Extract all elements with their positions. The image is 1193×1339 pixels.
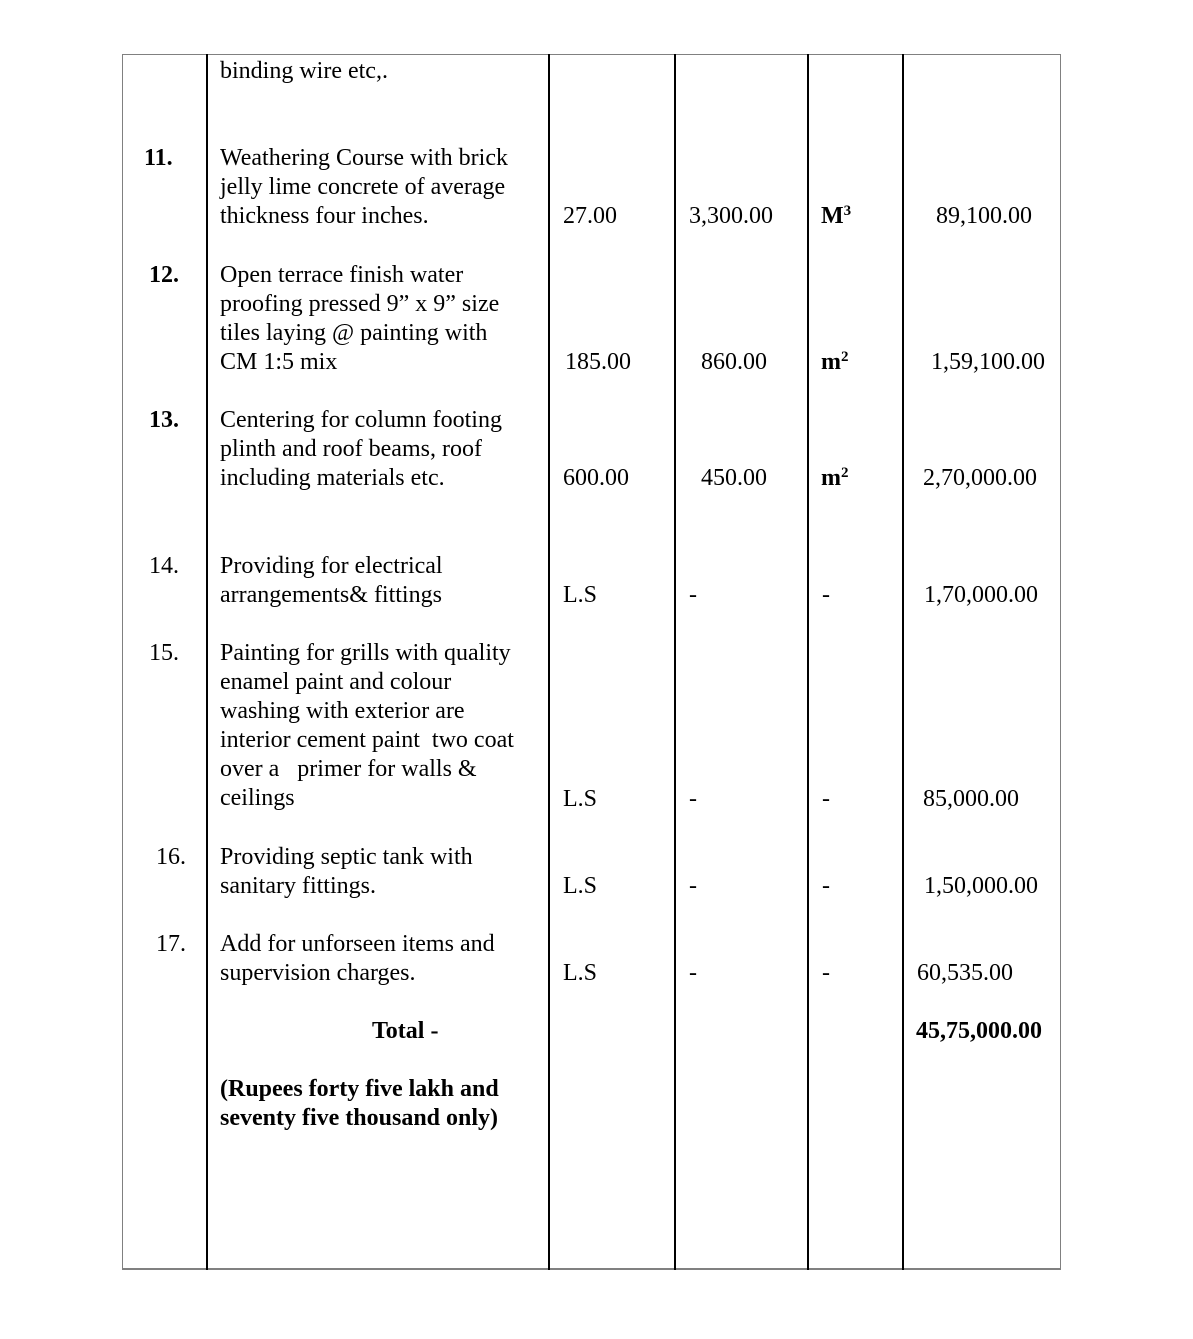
words-line: seventy five thousand only) [220, 1105, 499, 1131]
item-quantity: 600.00 [563, 465, 629, 491]
item-amount: 85,000.00 [923, 786, 1019, 812]
item-quantity: 185.00 [565, 349, 631, 375]
item-rate: 450.00 [701, 465, 767, 491]
total-label: Total - [372, 1018, 439, 1044]
words-line: (Rupees forty five lakh and [220, 1076, 499, 1102]
item-number: 15. [149, 640, 179, 666]
item-amount: 1,70,000.00 [924, 582, 1038, 608]
desc-line: tiles laying @ painting with [220, 320, 488, 346]
desc-line: Add for unforseen items and [220, 931, 495, 957]
desc-line: ceilings [220, 785, 295, 811]
item-quantity: L.S [563, 786, 598, 812]
desc-line: sanitary fittings. [220, 873, 376, 899]
item-rate: 3,300.00 [689, 203, 773, 229]
item-description [220, 406, 502, 493]
item-amount: 1,59,100.00 [931, 349, 1045, 375]
unit-base: m [821, 465, 841, 491]
item-quantity: 27.00 [563, 203, 617, 229]
desc-line: Weathering Course with brick [220, 145, 508, 171]
item-quantity: L.S [563, 960, 598, 986]
desc-line: Providing septic tank with [220, 844, 473, 870]
item-rate: - [689, 582, 697, 608]
item-description [220, 930, 495, 988]
item-rate: - [689, 786, 697, 812]
unit-base: m [821, 349, 841, 375]
desc-line: supervision charges. [220, 960, 416, 986]
desc-line: enamel paint and colour [220, 669, 452, 695]
item-number: 17. [156, 931, 186, 957]
desc-line: including materials etc. [220, 465, 445, 491]
item-unit [821, 464, 849, 493]
item-quantity: L.S [563, 582, 598, 608]
desc-line: Providing for electrical [220, 553, 443, 579]
item-unit: - [822, 873, 830, 899]
desc-line: Open terrace finish water [220, 262, 464, 288]
desc-line: interior cement paint two coat [220, 727, 514, 753]
column-divider [674, 54, 676, 1270]
desc-line: proofing pressed 9” x 9” size [220, 291, 500, 317]
unit-base: M [821, 203, 844, 229]
item-description [220, 843, 473, 901]
item-rate: - [689, 960, 697, 986]
column-divider [548, 54, 550, 1270]
desc-line: plinth and roof beams, roof [220, 436, 482, 462]
item-unit: - [822, 960, 830, 986]
item-description [220, 552, 443, 610]
item-number: 16. [156, 844, 186, 870]
desc-line: washing with exterior are [220, 698, 465, 724]
desc-line: thickness four inches. [220, 203, 429, 229]
column-divider [206, 54, 208, 1270]
item-rate: - [689, 873, 697, 899]
item-amount: 89,100.00 [936, 203, 1032, 229]
item-amount: 1,50,000.00 [924, 873, 1038, 899]
desc-line: over a primer for walls & [220, 756, 477, 782]
item-unit [821, 202, 851, 231]
desc-line: arrangements& fittings [220, 582, 442, 608]
item-number: 12. [149, 262, 179, 288]
amount-in-words [220, 1075, 499, 1133]
item-quantity: L.S [563, 873, 598, 899]
desc-line: CM 1:5 mix [220, 349, 338, 375]
column-divider [807, 54, 809, 1270]
item-unit: - [822, 582, 830, 608]
item-amount: 2,70,000.00 [923, 465, 1037, 491]
unit-exponent: 2 [841, 349, 849, 365]
item-number: 14. [149, 553, 179, 579]
item-unit [821, 348, 849, 377]
item-number: 13. [149, 407, 179, 433]
desc-line: Painting for grills with quality [220, 640, 511, 666]
column-divider [902, 54, 904, 1270]
unit-exponent: 2 [841, 465, 849, 481]
item-unit: - [822, 786, 830, 812]
continuation-text: binding wire etc,. [220, 58, 388, 84]
item-description [220, 144, 508, 231]
unit-exponent: 3 [843, 203, 852, 219]
desc-line: jelly lime concrete of average [220, 174, 506, 200]
item-number: 11. [144, 145, 173, 171]
item-rate: 860.00 [701, 349, 767, 375]
item-amount: 60,535.00 [917, 960, 1013, 986]
total-amount: 45,75,000.00 [916, 1018, 1042, 1044]
item-description [220, 639, 514, 813]
item-description [220, 261, 499, 377]
desc-line: Centering for column footing [220, 407, 502, 433]
